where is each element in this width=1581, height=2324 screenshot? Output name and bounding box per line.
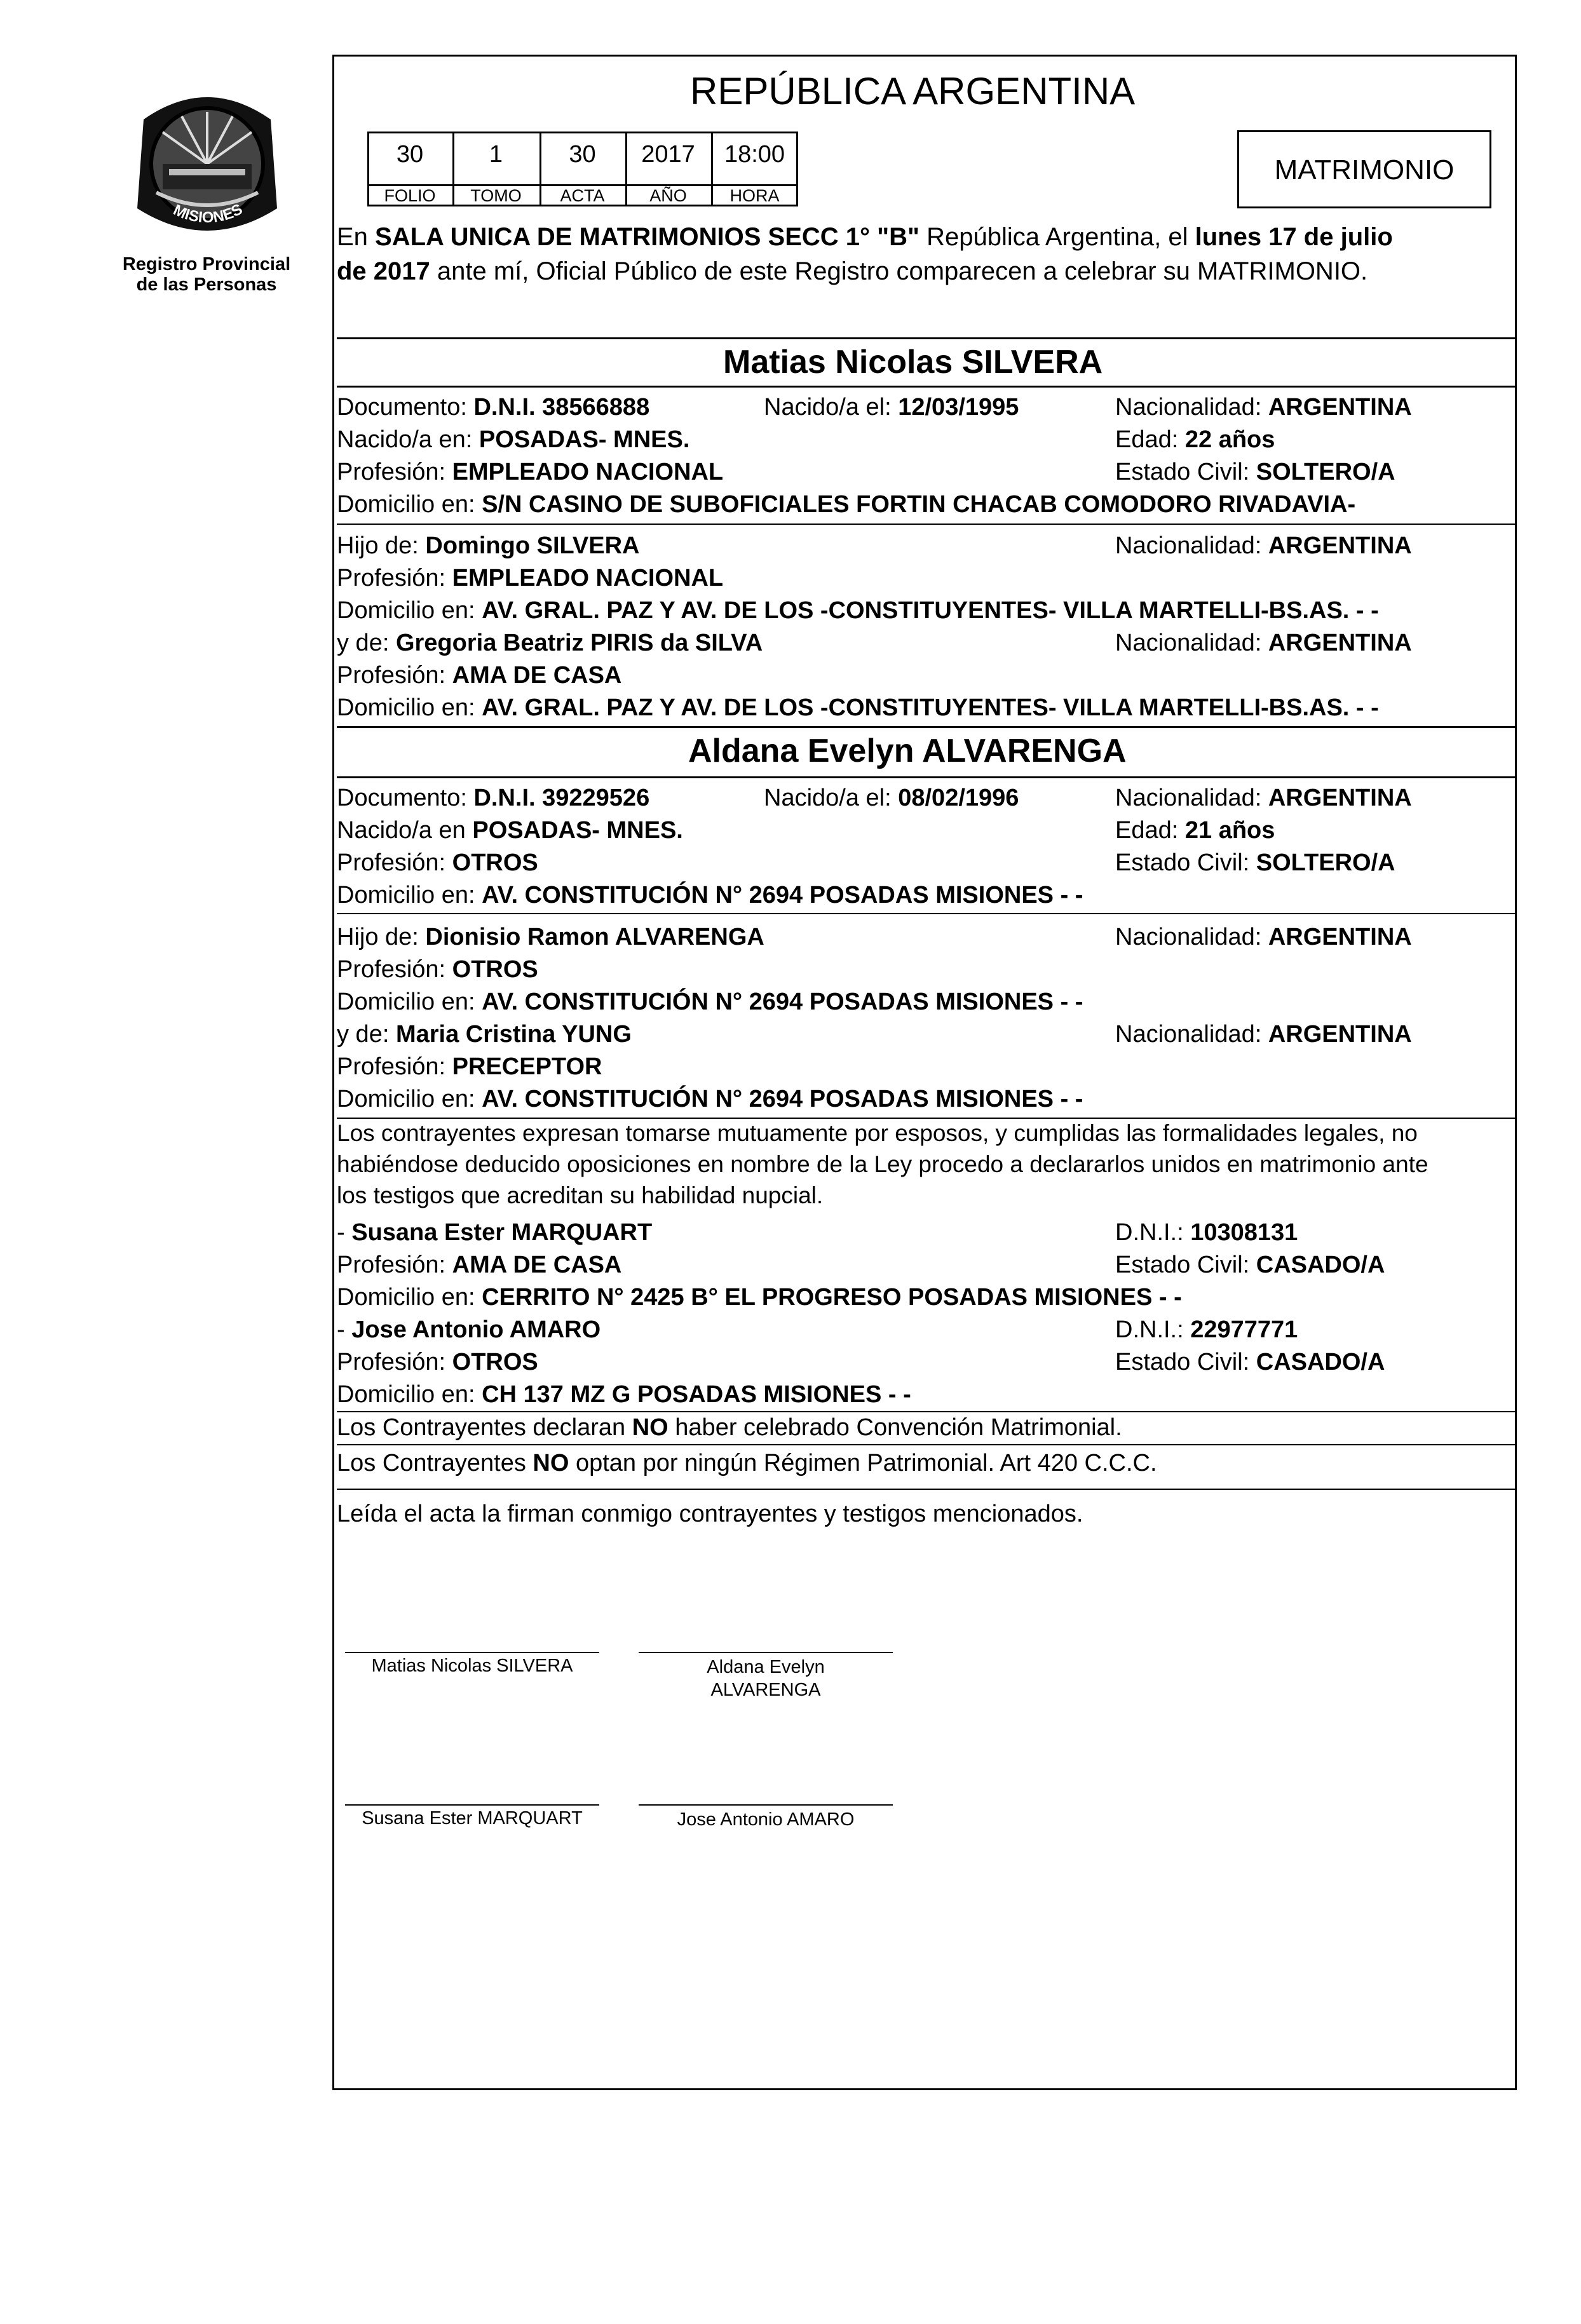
groom-civil-status: Estado Civil: SOLTERO/A <box>1115 459 1395 485</box>
groom-age: Edad: 22 años <box>1115 426 1275 453</box>
folio-label: FOLIO <box>384 186 436 205</box>
witness-2-civil-status: Estado Civil: CASADO/A <box>1115 1349 1385 1375</box>
bride-civil-status: Estado Civil: SOLTERO/A <box>1115 849 1395 876</box>
bride-mother-address: Domicilio en: AV. CONSTITUCIÓN N° 2694 POSADAS MISIONES - - <box>337 1086 1083 1112</box>
groom-mother-profession: Profesión: AMA DE CASA <box>337 662 622 689</box>
acta-value: 30 <box>569 141 596 168</box>
seal-top-text <box>125 81 225 84</box>
groom-address: Domicilio en: S/N CASINO DE SUBOFICIALES FORTIN CHACAB COMODORO RIVADAVIA- <box>337 491 1356 518</box>
declaration-line-1: Los contrayentes expresan tomarse mutuamente por esposos, y cumplidas las formalidades legales, no <box>337 1120 1418 1146</box>
groom-document: Documento: D.N.I. 38566888 <box>337 394 650 421</box>
acta-label: ACTA <box>560 186 605 205</box>
groom-birth-date: Nacido/a el: 12/03/1995 <box>764 394 1019 421</box>
bride-birth-date: Nacido/a el: 08/02/1996 <box>764 785 1019 811</box>
page-title: REPÚBLICA ARGENTINA <box>690 70 1136 112</box>
bride-address: Domicilio en: AV. CONSTITUCIÓN N° 2694 POSADAS MISIONES - - <box>337 882 1083 909</box>
declaration-line-2: habiéndose deducido oposiciones en nombre de la Ley procedo a declararlos unidos en matrimonio ante <box>337 1151 1428 1177</box>
bride-mother-profession: Profesión: PRECEPTOR <box>337 1053 602 1080</box>
closing-statement: Leída el acta la firman conmigo contrayentes y testigos mencionados. <box>337 1501 1083 1527</box>
registry-name: Registro Provincial de las Personas <box>122 254 291 295</box>
witness-1-profession: Profesión: AMA DE CASA <box>337 1252 622 1278</box>
tomo-label: TOMO <box>470 186 522 205</box>
witness-1-name: - Susana Ester MARQUART <box>337 1219 653 1246</box>
groom-father-name: Hijo de: Domingo SILVERA <box>337 532 640 559</box>
witness-1-address: Domicilio en: CERRITO N° 2425 B° EL PROGRESO POSADAS MISIONES - - <box>337 1284 1182 1311</box>
bride-father-address: Domicilio en: AV. CONSTITUCIÓN N° 2694 POSADAS MISIONES - - <box>337 989 1083 1015</box>
intro-line-1: En SALA UNICA DE MATRIMONIOS SECC 1° "B" República Argentina, el lunes 17 de julio <box>337 223 1393 251</box>
bride-birth-place: Nacido/a en POSADAS- MNES. <box>337 817 683 844</box>
bride-name: Aldana Evelyn ALVARENGA <box>688 733 1127 769</box>
intro-line-2: de 2017 ante mí, Oficial Público de este Registro comparecen a celebrar su MATRIMONIO. <box>337 257 1368 285</box>
groom-name: Matias Nicolas SILVERA <box>723 344 1103 381</box>
hour-label: HORA <box>729 186 780 205</box>
record-fields-table <box>367 132 798 206</box>
groom-mother-name: y de: Gregoria Beatriz PIRIS da SILVA <box>337 630 763 656</box>
bride-father-nationality: Nacionalidad: ARGENTINA <box>1115 924 1412 950</box>
witness-2-dni: D.N.I.: 22977771 <box>1115 1316 1298 1343</box>
groom-birth-place: Nacido/a en: POSADAS- MNES. <box>337 426 690 453</box>
groom-nationality: Nacionalidad: ARGENTINA <box>1115 394 1412 421</box>
groom-father-address: Domicilio en: AV. GRAL. PAZ Y AV. DE LOS -CONSTITUYENTES- VILLA MARTELLI-BS.AS. - - <box>337 597 1379 624</box>
year-value: 2017 <box>641 141 695 168</box>
signature-groom: Matias Nicolas SILVERA <box>371 1656 573 1676</box>
witness-1-dni: D.N.I.: 10308131 <box>1115 1219 1298 1246</box>
regime-line-2: Los Contrayentes NO optan por ningún Régimen Patrimonial. Art 420 C.C.C. <box>337 1450 1157 1476</box>
tomo-value: 1 <box>489 141 503 168</box>
seal-icon <box>125 81 290 247</box>
folio-value: 30 <box>396 141 424 168</box>
bride-father-name: Hijo de: Dionisio Ramon ALVARENGA <box>337 924 764 950</box>
bride-profession: Profesión: OTROS <box>337 849 538 876</box>
svg-text:MISIONES: MISIONES <box>170 200 246 227</box>
groom-mother-address: Domicilio en: AV. GRAL. PAZ Y AV. DE LOS -CONSTITUYENTES- VILLA MARTELLI-BS.AS. - - <box>337 694 1379 721</box>
groom-father-profession: Profesión: EMPLEADO NACIONAL <box>337 565 724 591</box>
hour-value: 18:00 <box>724 141 785 168</box>
groom-profession: Profesión: EMPLEADO NACIONAL <box>337 459 724 485</box>
signature-bride: Aldana Evelyn ALVARENGA <box>707 1657 825 1700</box>
bride-age: Edad: 21 años <box>1115 817 1275 844</box>
doc-type: MATRIMONIO <box>1274 154 1455 186</box>
bride-mother-name: y de: Maria Cristina YUNG <box>337 1021 632 1048</box>
signature-witness-2: Jose Antonio AMARO <box>677 1809 855 1830</box>
groom-father-nationality: Nacionalidad: ARGENTINA <box>1115 532 1412 559</box>
bride-document: Documento: D.N.I. 39229526 <box>337 785 650 811</box>
regime-line-1: Los Contrayentes declaran NO haber celebrado Convención Matrimonial. <box>337 1414 1122 1441</box>
declaration-line-3: los testigos que acreditan su habilidad nupcial. <box>337 1182 824 1208</box>
witness-2-name: - Jose Antonio AMARO <box>337 1316 601 1343</box>
year-label: AÑO <box>649 186 687 205</box>
provincial-seal-logo <box>125 81 290 247</box>
witness-2-address: Domicilio en: CH 137 MZ G POSADAS MISIONES - - <box>337 1381 911 1408</box>
signature-witness-1: Susana Ester MARQUART <box>362 1808 583 1828</box>
groom-mother-nationality: Nacionalidad: ARGENTINA <box>1115 630 1412 656</box>
witness-1-civil-status: Estado Civil: CASADO/A <box>1115 1252 1385 1278</box>
bride-nationality: Nacionalidad: ARGENTINA <box>1115 785 1412 811</box>
bride-father-profession: Profesión: OTROS <box>337 956 538 983</box>
bride-mother-nationality: Nacionalidad: ARGENTINA <box>1115 1021 1412 1048</box>
witness-2-profession: Profesión: OTROS <box>337 1349 538 1375</box>
